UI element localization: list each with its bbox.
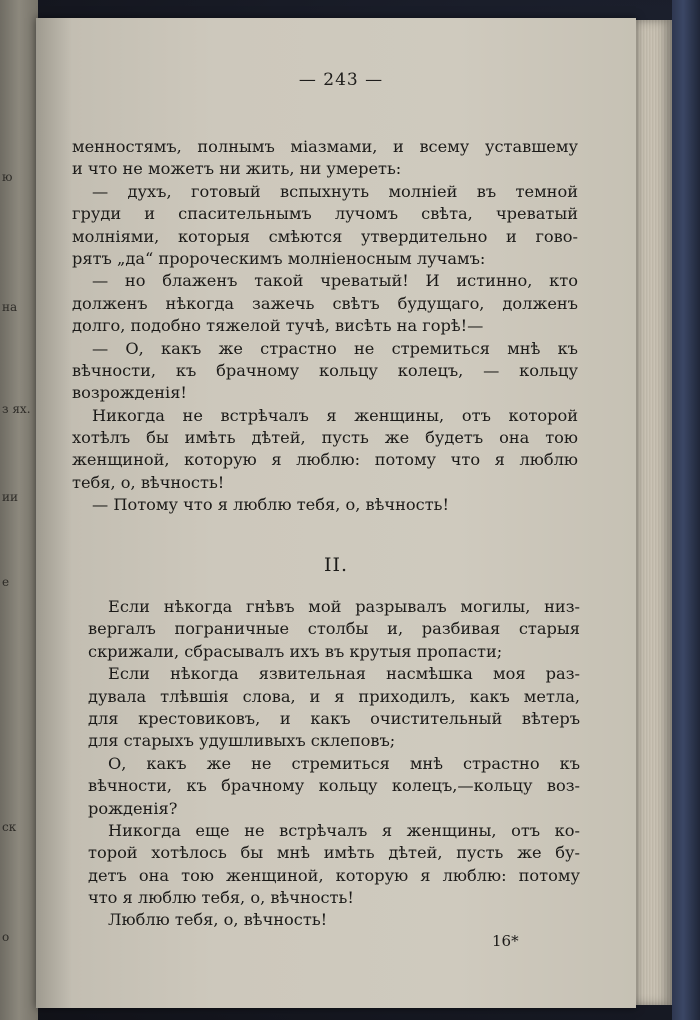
text-block-part-1 — [72, 136, 578, 517]
book-cover-edge — [672, 0, 700, 1020]
text-line: хотѣлъ бы имѣть дѣтей, пусть же будетъ она тою — [72, 428, 578, 448]
text-line: что я люблю тебя, о, вѣчность! — [88, 888, 354, 908]
text-line: возрожденія! — [72, 383, 187, 403]
text-line: менностямъ, полнымъ міазмами, и всему уставшему — [72, 137, 578, 156]
text-line: долго, подобно тяжелой тучѣ, висѣть на горѣ!— — [72, 316, 484, 336]
text-line: Никогда не встрѣчалъ я женщины, отъ которой — [92, 405, 578, 425]
text-line: Если нѣкогда язвительная насмѣшка моя раз- — [108, 664, 580, 684]
text-line: рожденія? — [88, 798, 178, 818]
text-line: долженъ нѣкогда зажечь свѣтъ будущаго, долженъ — [72, 293, 578, 313]
text-line: молніями, которыя смѣются утвердительно и гово- — [72, 226, 578, 246]
text-line: Если нѣкогда гнѣвъ мой разрывалъ могилы, низ- — [108, 597, 580, 616]
text-line: О, какъ же не стремиться мнѣ страстно къ — [108, 753, 580, 773]
text-line: Никогда еще не встрѣчалъ я женщины, отъ ко- — [108, 820, 580, 840]
section-heading: II. — [323, 554, 349, 576]
text-line: скрижали, сбрасывалъ ихъ въ крутыя пропасти; — [88, 641, 503, 661]
text-line: вергалъ пограничные столбы и, разбивая старыя — [88, 619, 580, 639]
left-page-fragment: е — [2, 575, 10, 589]
text-line: детъ она тою женщиной, которую я люблю: потому — [88, 865, 580, 885]
left-page-fragment: ии — [2, 490, 18, 504]
text-line: — но блаженъ такой чреватый! И истинно, кто — [92, 271, 578, 291]
text-line: — духъ, готовый вспыхнуть молніей въ темной — [92, 181, 578, 201]
text-line: вѣчности, къ брачному кольцу колецъ,—кольцу воз- — [88, 776, 580, 796]
printer-signature-mark: 16* — [492, 932, 519, 950]
left-page-fragment: ю — [2, 170, 13, 184]
text-line: дувала тлѣвшія слова, и я приходилъ, какъ метла, — [88, 686, 580, 706]
book-page — [36, 18, 636, 1008]
left-page-fragment: о — [2, 930, 10, 944]
text-line: тебя, о, вѣчность! — [72, 472, 225, 492]
left-page-fragment: з ях. — [2, 402, 31, 416]
text-line: вѣчности, къ брачному кольцу колецъ, — кольцу — [72, 360, 578, 380]
text-line: женщиной, которую я люблю: потому что я люблю — [72, 450, 578, 470]
text-line: Люблю тебя, о, вѣчность! — [108, 910, 328, 930]
text-line: рятъ „да“ пророческимъ молніеносным лучамъ: — [72, 248, 486, 268]
text-line: — Потому что я люблю тебя, о, вѣчность! — [92, 495, 449, 515]
page-number: — 243 — — [298, 70, 384, 90]
text-line: торой хотѣлось бы мнѣ имѣть дѣтей, пусть же бу- — [88, 843, 580, 863]
left-page-fragment: на — [2, 300, 18, 314]
text-line: груди и спасительнымъ лучомъ свѣта, чреватый — [72, 204, 578, 224]
text-block-part-2 — [88, 596, 580, 932]
left-page-fragment: ск — [2, 820, 17, 834]
text-line: для старыхъ удушливыхъ склеповъ; — [88, 731, 396, 751]
left-page-edge — [0, 0, 38, 1020]
text-line: для крестовиковъ, и какъ очистительный вѣтеръ — [88, 708, 580, 728]
text-line: — О, какъ же страстно не стремиться мнѣ къ — [92, 338, 578, 358]
text-line: и что не можетъ ни жить, ни умереть: — [72, 159, 402, 179]
